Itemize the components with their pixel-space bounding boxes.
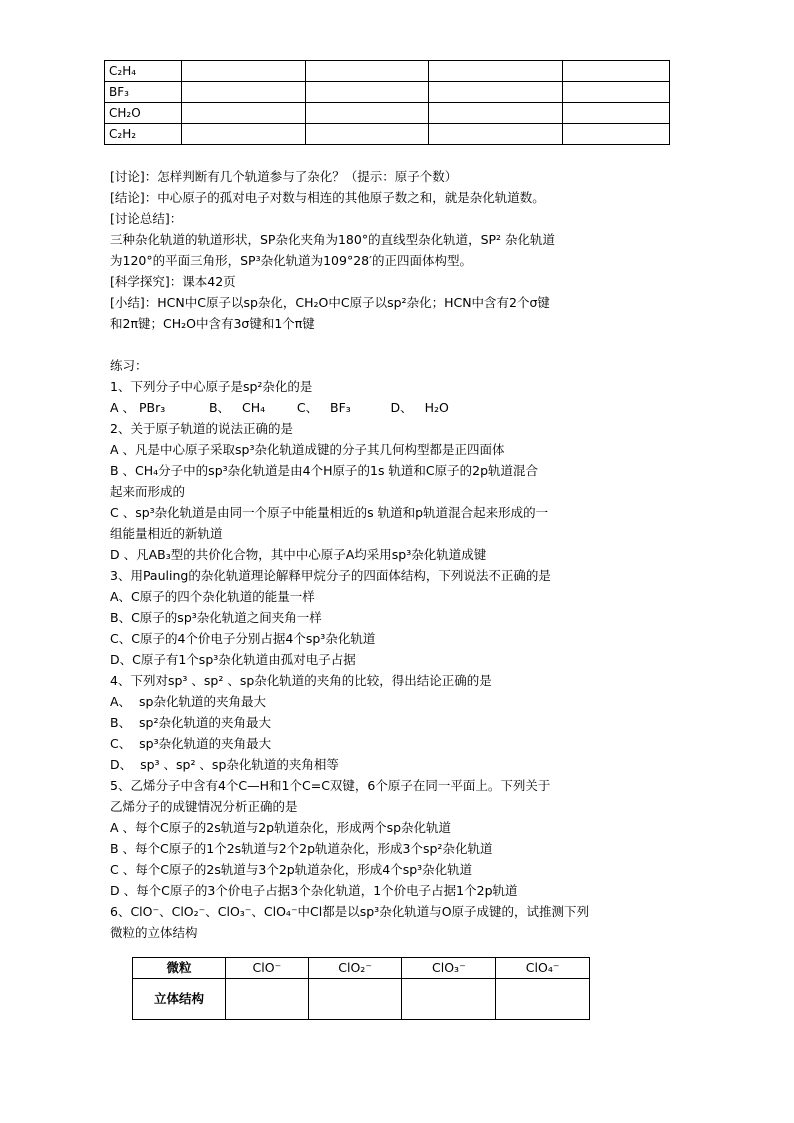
text-line: [小结]：HCN中C原子以sp杂化，CH₂O中C原子以sp²杂化；HCN中含有2个σ键 [110,295,550,310]
molecule-cell: CH₂O [105,103,182,124]
table-cell [182,61,306,82]
table-cell [306,61,429,82]
text-line: B 、CH₄分子中的sp³杂化轨道是由4个H原子的1s 轨道和C原子的2p轨道混合 [110,463,539,478]
table-header-row [133,958,590,979]
text-line: 3、用Pauling的杂化轨道理论解释甲烷分子的四面体结构，下列说法不正确的是 [110,568,551,583]
table-header-cell: ClO⁻ [226,958,309,979]
table-cell [306,124,429,145]
table-cell [182,103,306,124]
text-line: [讨论总结]： [110,211,183,226]
molecule-cell: C₂H₄ [105,61,182,82]
text-line: 三种杂化轨道的轨道形状，SP杂化夹角为180°的直线型杂化轨道，SP² 杂化轨道 [110,232,556,247]
table-row [105,103,670,124]
text-line: C、C原子的4个价电子分别占据4个sp³杂化轨道 [110,631,376,646]
table-cell [429,82,563,103]
table-header-cell: ClO₂⁻ [308,958,402,979]
text-line: D、C原子有1个sp³杂化轨道由孤对电子占据 [110,652,356,667]
table-row [133,979,590,1020]
table-cell [226,979,309,1020]
table-header-cell: ClO₄⁻ [496,958,590,979]
table-cell [308,979,402,1020]
table-header-cell: ClO₃⁻ [402,958,496,979]
body-text [110,166,690,943]
text-line: 5、乙烯分子中含有4个C—H和1个C=C双键，6个原子在同一平面上。下列关于 [110,778,551,793]
structure-table [132,957,590,1020]
text-line: C、 sp³杂化轨道的夹角最大 [110,736,272,751]
molecule-cell: C₂H₂ [105,124,182,145]
text-line: A 、 PBr₃ B、 CH₄ C、 BF₃ D、 H₂O [110,400,449,415]
text-line: 和2π键；CH₂O中含有3σ键和1个π键 [110,316,315,331]
text-line: [科学探究]：课本42页 [110,274,236,289]
table-cell [402,979,496,1020]
text-line: C 、每个C原子的2s轨道与3个2p轨道杂化，形成4个sp³杂化轨道 [110,862,473,877]
text-line: 练习： [110,358,148,373]
text-line: A 、每个C原子的2s轨道与2p轨道杂化，形成两个sp杂化轨道 [110,820,452,835]
table-row [105,61,670,82]
table-cell [429,61,563,82]
text-line: 6、ClO⁻、ClO₂⁻、ClO₃⁻、ClO₄⁻中Cl都是以sp³杂化轨道与O原子成键的，试推测下列 [110,904,590,919]
table-cell [182,124,306,145]
table-header-cell: 微粒 [133,958,226,979]
table-cell [429,124,563,145]
table-cell [563,103,670,124]
text-line: 乙烯分子的成键情况分析正确的是 [110,799,298,814]
row-label: 立体结构 [133,979,226,1020]
text-line: 为120°的平面三角形，SP³杂化轨道为109°28′的正四面体构型。 [110,253,472,268]
table-cell [306,103,429,124]
table-cell [182,82,306,103]
text-line: A 、凡是中心原子采取sp³杂化轨道成键的分子其几何构型都是正四面体 [110,442,505,457]
text-line: 1、下列分子中心原子是sp²杂化的是 [110,379,313,394]
table-cell [563,82,670,103]
text-line: 组能量相近的新轨道 [110,526,223,541]
text-line: 2、关于原子轨道的说法正确的是 [110,421,293,436]
text-line: A、C原子的四个杂化轨道的能量一样 [110,589,315,604]
text-line: B、 sp²杂化轨道的夹角最大 [110,715,271,730]
text-line: 微粒的立体结构 [110,925,198,940]
text-line: [讨论]：怎样判断有几个轨道参与了杂化？（提示：原子个数） [110,169,458,184]
table-cell [496,979,590,1020]
text-line: B、C原子的sp³杂化轨道之间夹角一样 [110,610,322,625]
text-line: D、 sp³ 、sp² 、sp杂化轨道的夹角相等 [110,757,339,772]
blank-line [110,334,690,355]
text-line: 4、下列对sp³ 、sp² 、sp杂化轨道的夹角的比较，得出结论正确的是 [110,673,492,688]
table-cell [563,124,670,145]
text-line: C 、sp³杂化轨道是由同一个原子中能量相近的s 轨道和p轨道混合起来形成的一 [110,505,549,520]
table-cell [429,103,563,124]
hybridization-table [104,60,670,145]
table-row [105,82,670,103]
text-line: [结论]：中心原子的孤对电子对数与相连的其他原子数之和，就是杂化轨道数。 [110,190,545,205]
text-line: B 、每个C原子的1个2s轨道与2个2p轨道杂化，形成3个sp²杂化轨道 [110,841,493,856]
table-row [105,124,670,145]
table-cell [563,61,670,82]
text-line: A、 sp杂化轨道的夹角最大 [110,694,266,709]
text-line: 起来而形成的 [110,484,186,499]
table-cell [306,82,429,103]
text-line: D 、凡AB₃型的共价化合物，其中中心原子A均采用sp³杂化轨道成键 [110,547,487,562]
text-line: D 、每个C原子的3个价电子占据3个杂化轨道，1个价电子占据1个2p轨道 [110,883,518,898]
molecule-cell: BF₃ [105,82,182,103]
